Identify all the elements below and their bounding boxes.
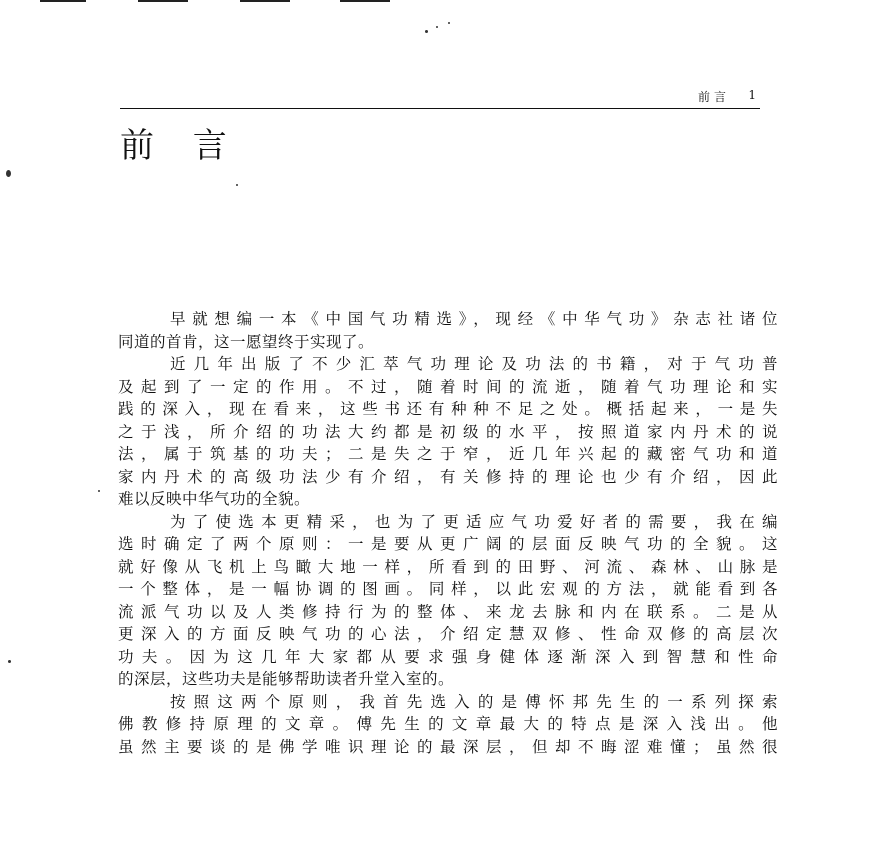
body-text (118, 308, 778, 758)
text-line: 的深层，这些功夫是能够帮助读者升堂入室的。 (118, 670, 455, 688)
scan-speck (8, 660, 11, 663)
text-line: 选时确定了两个原则：一是要从更广阔的层面反映气功的全貌。这 (118, 535, 778, 553)
scan-edge-mark (138, 0, 188, 2)
chapter-title: 前 言 (120, 126, 241, 166)
scan-speck (236, 184, 238, 186)
scan-speck (436, 26, 438, 28)
text-line: 家内丹术的高级功法少有介绍，有关修持的理论也少有介绍，因此 (118, 467, 778, 486)
text-line: 就好像从飞机上鸟瞰大地一样，所看到的田野、河流、森林、山脉是 (118, 557, 778, 576)
text-line: 按照这两个原则，我首先选入的是傅怀邦先生的一系列探索 (170, 692, 778, 711)
text-line: 及起到了一定的作用。不过，随着时间的流逝，随着气功理论和实 (118, 377, 778, 396)
scan-edge-mark (340, 0, 390, 2)
text-line: 践的深入，现在看来，这些书还有种种不足之处。概括起来，一是失 (118, 400, 778, 418)
text-line: 之于浅，所介绍的功法大约都是初级的水平，按照道家内丹术的说 (118, 422, 778, 441)
page-number: 1 (748, 88, 756, 102)
text-line: 功夫。因为这几年大家都从要求强身健体逐渐深入到智慧和性命 (118, 647, 778, 666)
scan-speck (6, 170, 11, 177)
scan-edge-mark (40, 0, 86, 2)
text-line: 一个整体，是一幅协调的图画。同样，以此宏观的方法，就能看到各 (118, 580, 778, 598)
scan-speck (425, 30, 428, 33)
text-line: 近几年出版了不少汇萃气功理论及功法的书籍，对于气功普 (170, 355, 778, 373)
running-head (120, 88, 760, 109)
text-line: 早就想编一本《中国气功精选》，现经《中华气功》杂志社诸位 (170, 310, 778, 328)
text-line: 难以反映中华气功的全貌。 (118, 490, 311, 508)
scan-speck (98, 490, 100, 492)
text-line: 流派气功以及人类修持行为的整体、来龙去脉和内在联系。二是从 (118, 602, 778, 621)
text-line: 为了使选本更精采，也为了更适应气功爱好者的需要，我在编 (170, 512, 778, 531)
running-head-title: 前言 (697, 90, 730, 104)
text-line: 虽然主要谈的是佛学唯识理论的最深层，但却不晦涩难懂；虽然很 (118, 737, 778, 756)
text-line: 同道的首肯，这一愿望终于实现了。 (118, 332, 375, 351)
scan-edge-mark (240, 0, 290, 2)
scan-speck (448, 22, 450, 24)
text-line: 佛教修持原理的文章。傅先生的文章最大的特点是深入浅出。他 (118, 715, 778, 733)
text-line: 法，属于筑基的功夫；二是失之于窄，近几年兴起的藏密气功和道 (118, 445, 778, 463)
text-line: 更深入的方面反映气功的心法，介绍定慧双修、性命双修的高层次 (118, 625, 778, 643)
